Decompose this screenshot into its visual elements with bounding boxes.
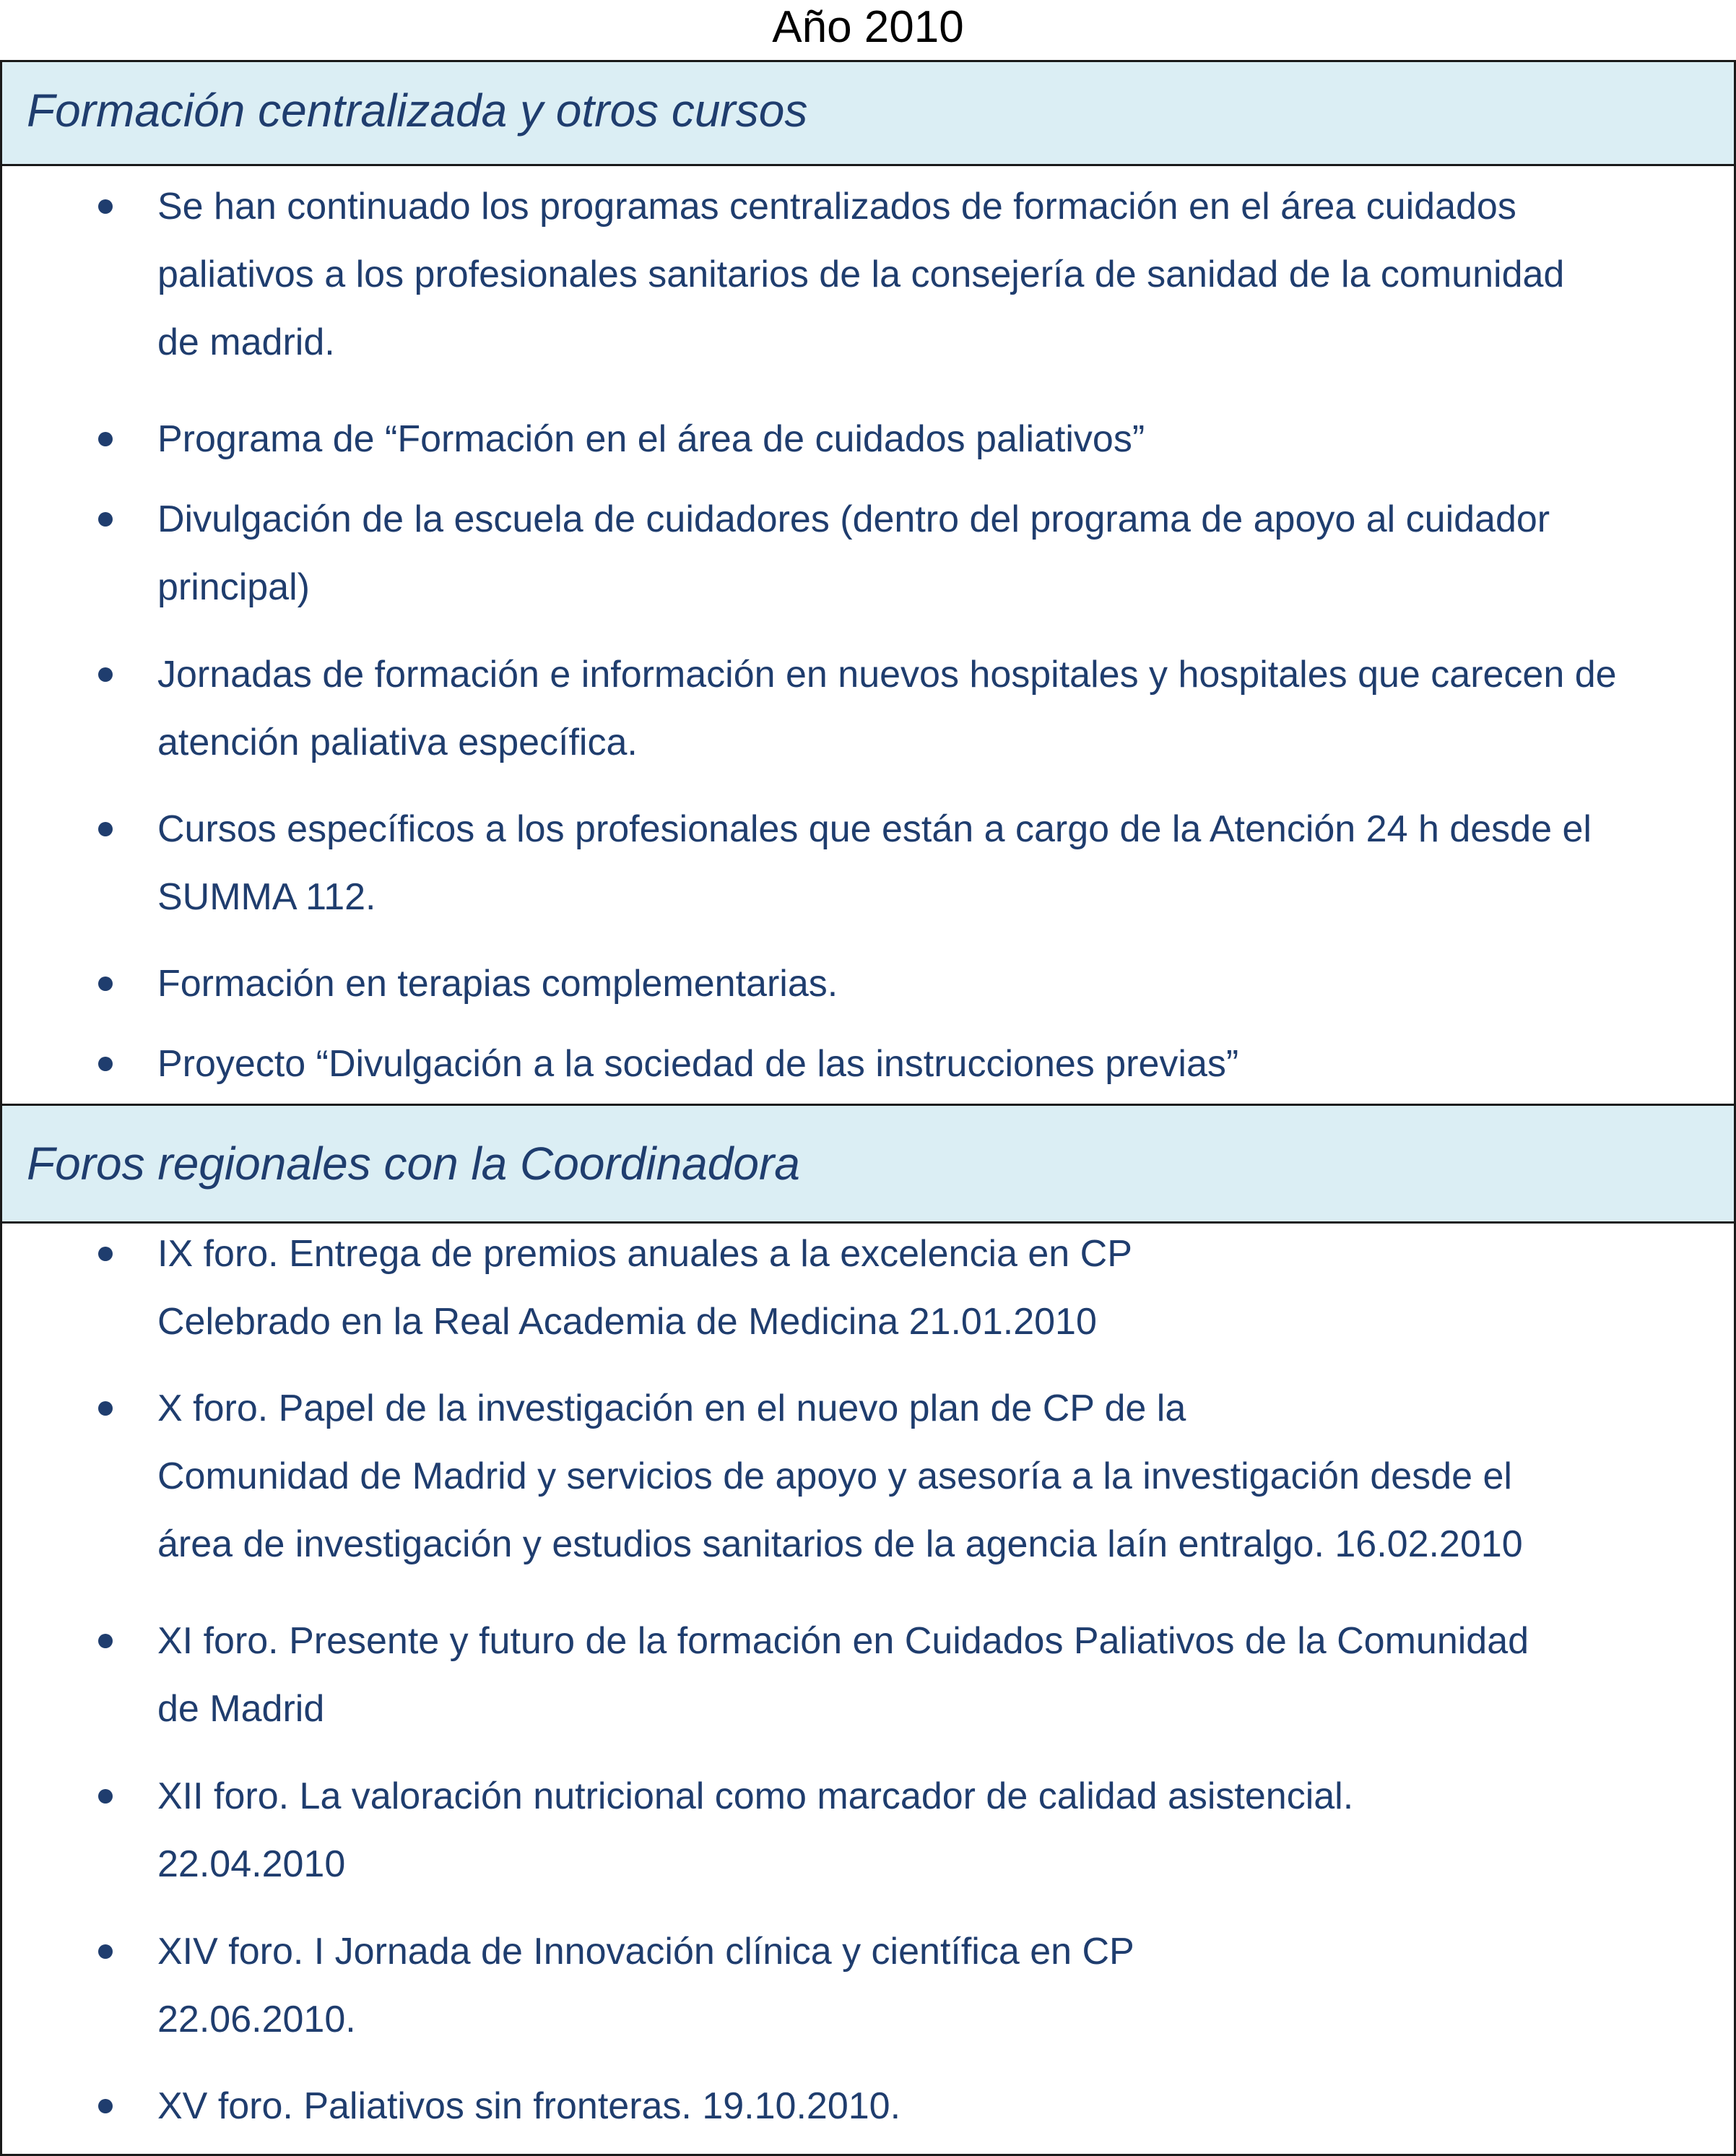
bullet-icon [98,822,113,836]
list-item-text: XIV foro. I Jornada de Innovación clínica y científica en CP 22.06.2010. [157,1931,1134,2040]
list-item-text: Jornadas de formación e información en nuevos hospitales y hospitales que carecen de atención paliativa específica. [157,654,1617,763]
list-item-text: Divulgación de la escuela de cuidadores (dentro del programa de apoyo al cuidador principal) [157,498,1550,608]
bullet-icon [98,1944,113,1959]
list-item-text: Se han continuado los programas centralizados de formación en el área cuidados paliativos a los profesionales sanitarios de la consejería de sanidad de la comunidad de madrid. [157,186,1565,363]
bullet-icon [98,2099,113,2113]
list-item-text: XI foro. Presente y futuro de la formación en Cuidados Paliativos de la Comunidad de Madrid [157,1620,1529,1730]
section-heading: Foros regionales con la Coordinadora [27,1138,800,1190]
section-body-foros [2,1224,1734,2154]
bullet-icon [98,1789,113,1804]
list-item-text: XII foro. La valoración nutricional como marcador de calidad asistencial. 22.04.2010 [157,1775,1354,1885]
bullet-icon [98,432,113,446]
list-item-text: Cursos específicos a los profesionales que están a cargo de la Atención 24 h desde el SUMMA 112. [157,808,1592,918]
bullet-icon [98,1401,113,1416]
list-item-text: XV foro. Paliativos sin fronteras. 19.10.2010. [157,2085,901,2127]
bullet-icon [98,1247,113,1261]
section-heading: Formación centralizada y otros cursos [27,85,808,137]
bullet-icon [98,1634,113,1648]
bullet-icon [98,512,113,527]
document-table [0,60,1736,2156]
bullet-icon [98,977,113,991]
bullet-icon [98,199,113,214]
list-item-text: Proyecto “Divulgación a la sociedad de las instrucciones previas” [157,1043,1239,1085]
list-item-text: IX foro. Entrega de premios anuales a la excelencia en CP Celebrado en la Real Academia de Medicina 21.01.2010 [157,1233,1132,1343]
list-item-text: Formación en terapias complementarias. [157,963,838,1005]
section-header-formacion [2,62,1734,166]
section-body-formacion [2,166,1734,1164]
bullet-icon [98,667,113,682]
page-title: Año 2010 [772,2,964,52]
list-item-text: Programa de “Formación en el área de cuidados paliativos” [157,418,1145,460]
section-header-foros [2,1106,1734,1224]
list-item-text: X foro. Papel de la investigación en el nuevo plan de CP de la Comunidad de Madrid y servicios de apoyo y asesoría a la investigación desde el área de investigación y estudios sanitarios de la agencia laín entralgo. 16.02.2010 [157,1387,1523,1565]
bullet-icon [98,1057,113,1071]
